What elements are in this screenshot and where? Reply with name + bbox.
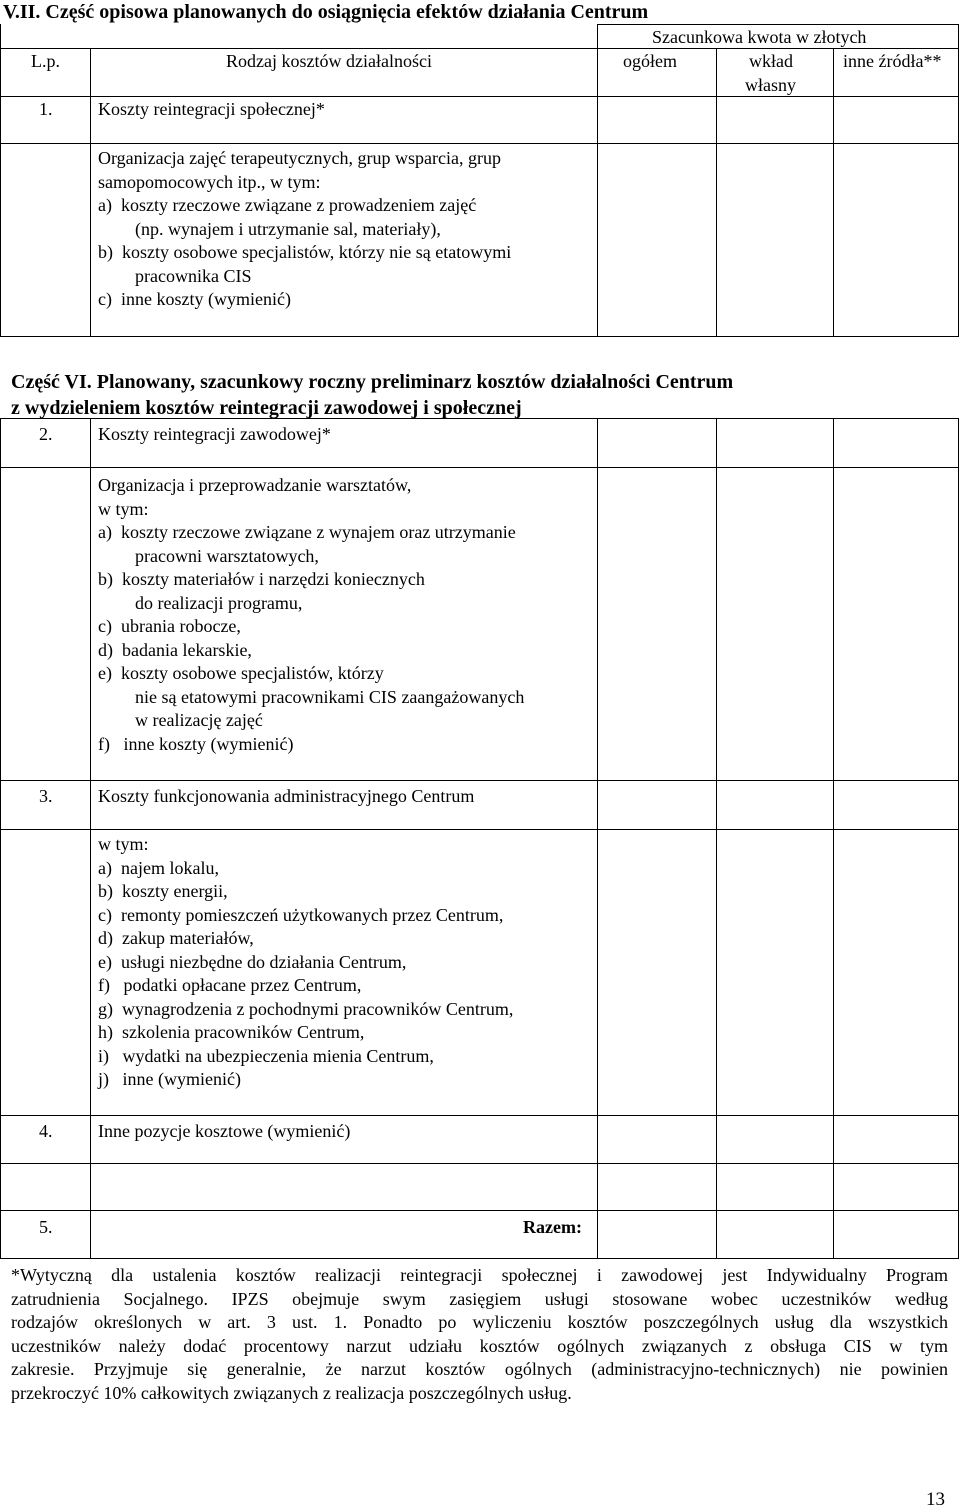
row2-number: 2. — [39, 424, 53, 444]
page-number: 13 — [926, 1489, 945, 1510]
list-item: j) inne (wymienić) — [98, 1069, 241, 1089]
part-vi-heading-line2: z wydzieleniem kosztów reintegracji zawodowej i społecznej — [11, 397, 522, 419]
own-contribution-header-line2: własny — [745, 75, 796, 95]
row2-description — [98, 474, 524, 756]
part-vi-heading-line1: Część VI. Planowany, szacunkowy roczny preliminarz kosztów działalności Centrum — [11, 371, 734, 393]
list-item: nie są etatowymi pracownikami CIS zaangażowanych — [135, 686, 525, 707]
list-item: w tym: — [98, 834, 149, 854]
list-item: Organizacja zajęć terapeutycznych, grup wsparcia, grup — [98, 148, 501, 168]
footnote-line: przekroczyć 10% całkowitych związanych z realizacja poszczególnych usług. — [11, 1382, 572, 1403]
list-item: g) wynagrodzenia z pochodnymi pracowników Centrum, — [98, 998, 514, 1019]
row3-number: 3. — [39, 786, 53, 806]
list-item: c) ubrania robocze, — [98, 616, 241, 636]
footnote-line: zakresie. Przyjmuje się generalnie, że narzut kosztów ogólnych (administracyjno-technicznych) nie powinien — [11, 1359, 948, 1379]
lp-header: L.p. — [31, 51, 60, 71]
list-item: pracownika CIS — [135, 265, 252, 286]
list-item: b) koszty materiałów i narzędzi koniecznych — [98, 569, 425, 589]
list-item: w realizację zajęć — [135, 710, 263, 730]
cost-type-header: Rodzaj kosztów działalności — [226, 51, 432, 71]
list-item: f) podatki opłacane przez Centrum, — [98, 975, 362, 995]
list-item: Organizacja i przeprowadzanie warsztatów, — [98, 475, 412, 495]
footnote-line: zatrudnienia Socjalnego. IPZS obejmuje swym zasięgiem usługi stosowane wobec uczestników według — [11, 1288, 948, 1309]
list-item: b) koszty osobowe specjalistów, którzy nie są etatowymi — [98, 242, 512, 262]
list-item: do realizacji programu, — [135, 592, 303, 613]
list-item: a) koszty rzeczowe związane z wynajem oraz utrzymanie — [98, 522, 516, 542]
footnote-line: rodzajów określonych w art. 3 ust. 1. Ponadto po wyliczeniu kosztów poszczególnych usług dla wszystkich — [11, 1312, 948, 1332]
list-item: b) koszty energii, — [98, 881, 228, 901]
footnote-line: uczestników należy dodać procentowy narzut udziału kosztów ogólnych związanych z obsługa CIS w tym — [11, 1335, 948, 1356]
list-item: c) remonty pomieszczeń użytkowanych przez Centrum, — [98, 904, 504, 925]
list-item: samopomocowych itp., w tym: — [98, 171, 321, 192]
footnote — [11, 1264, 948, 1405]
own-contribution-header-line1: wkład — [749, 51, 793, 71]
row3-title: Koszty funkcjonowania administracyjnego Centrum — [98, 786, 475, 806]
list-item: d) zakup materiałów, — [98, 928, 254, 948]
list-item: (np. wynajem i utrzymanie sal, materiały), — [135, 218, 441, 239]
section-heading: V.II. Część opisowa planowanych do osiągnięcia efektów działania Centrum — [3, 1, 649, 23]
list-item: e) usługi niezbędne do działania Centrum, — [98, 951, 407, 972]
list-item: e) koszty osobowe specjalistów, którzy — [98, 663, 384, 683]
row5-number: 5. — [39, 1217, 53, 1237]
list-item: pracowni warsztatowych, — [135, 545, 319, 566]
amount-group-header: Szacunkowa kwota w złotych — [652, 27, 867, 47]
row4-number: 4. — [39, 1121, 53, 1141]
list-item: d) badania lekarskie, — [98, 639, 252, 660]
row3-description — [98, 833, 513, 1092]
list-item: a) najem lokalu, — [98, 857, 219, 878]
total-header: ogółem — [623, 51, 677, 71]
row4-title: Inne pozycje kosztowe (wymienić) — [98, 1121, 351, 1141]
list-item: a) koszty rzeczowe związane z prowadzeniem zajęć — [98, 195, 477, 215]
total-label: Razem: — [523, 1217, 582, 1237]
list-item: w tym: — [98, 498, 149, 519]
footnote-line: *Wytyczną dla ustalenia kosztów realizacji reintegracji społecznej i zawodowej jest Indywidualny Program — [11, 1265, 948, 1285]
list-item: f) inne koszty (wymienić) — [98, 733, 294, 754]
list-item: c) inne koszty (wymienić) — [98, 289, 291, 309]
list-item: i) wydatki na ubezpieczenia mienia Centrum, — [98, 1045, 434, 1066]
row1-description — [98, 147, 511, 312]
row2-title: Koszty reintegracji zawodowej* — [98, 424, 331, 444]
other-sources-header: inne źródła** — [843, 51, 942, 71]
row1-title: Koszty reintegracji społecznej* — [98, 99, 325, 119]
list-item: h) szkolenia pracowników Centrum, — [98, 1022, 365, 1042]
row1-number: 1. — [39, 99, 53, 119]
